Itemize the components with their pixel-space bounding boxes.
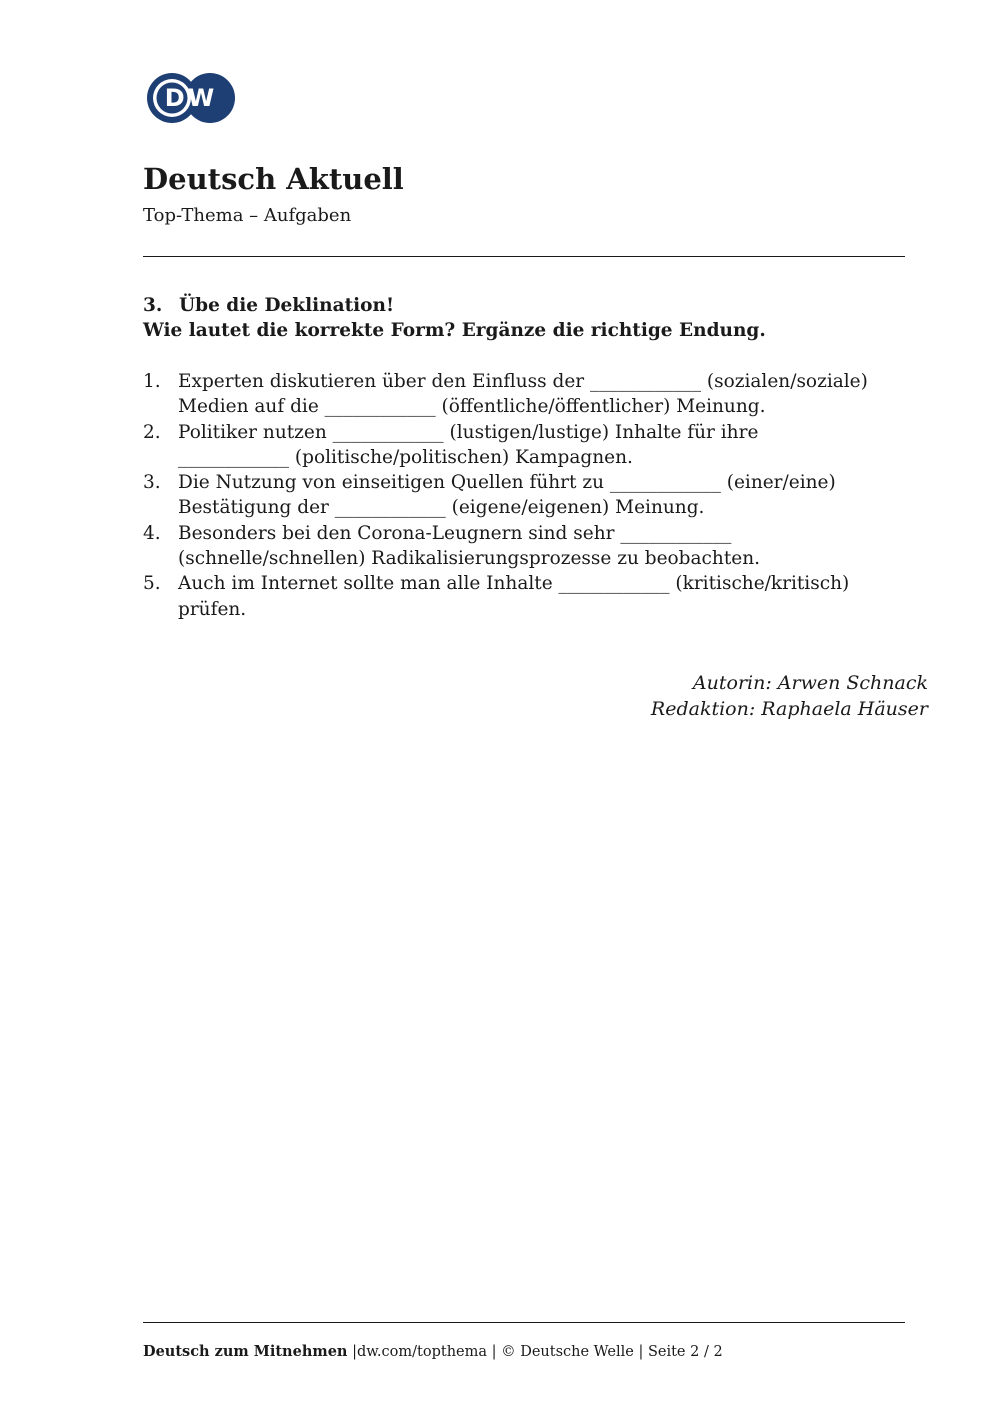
task-instruction: Wie lautet die korrekte Form? Ergänze die richtige Endung.	[143, 320, 766, 341]
item-number: 4.	[143, 522, 161, 544]
exercise-item	[143, 420, 923, 471]
footer-info: |dw.com/topthema | © Deutsche Welle | Seite 2 / 2	[347, 1344, 723, 1360]
item-line: Auch im Internet sollte man alle Inhalte ____________ (kritische/kritisch)	[178, 573, 850, 595]
task-title-line	[143, 293, 766, 318]
exercise-item	[143, 521, 923, 572]
item-number: 2.	[143, 421, 161, 443]
item-line: Medien auf die ____________ (öffentliche/öffentlicher) Meinung.	[178, 396, 766, 418]
exercise-item	[143, 571, 923, 622]
item-line: (schnelle/schnellen) Radikalisierungsprozesse zu beobachten.	[178, 548, 761, 570]
item-number: 1.	[143, 371, 161, 392]
item-line: Bestätigung der ____________ (eigene/eigenen) Meinung.	[178, 497, 705, 519]
credits	[651, 671, 928, 722]
item-number: 5.	[143, 573, 161, 595]
exercise-list	[143, 369, 923, 622]
item-line: prüfen.	[178, 598, 247, 620]
item-number: 3.	[143, 472, 161, 494]
item-line: Die Nutzung von einseitigen Quellen führt zu ____________ (einer/eine)	[178, 472, 836, 494]
editor-credit: Redaktion: Raphaela Häuser	[650, 697, 928, 720]
header-divider	[143, 256, 905, 257]
dw-logo	[146, 72, 238, 124]
exercise-item	[143, 470, 923, 521]
exercise-item	[143, 369, 923, 420]
task-title: Übe die Deklination!	[179, 295, 395, 316]
page-subtitle: Top-Thema – Aufgaben	[143, 205, 352, 226]
item-line: Politiker nutzen ____________ (lustigen/lustige) Inhalte für ihre	[178, 421, 759, 443]
footer-divider	[143, 1322, 905, 1323]
item-line: ____________ (politische/politischen) Kampagnen.	[178, 446, 633, 468]
item-line: Besonders bei den Corona-Leugnern sind sehr ____________	[178, 522, 732, 544]
logo-text: DW	[164, 84, 218, 112]
item-line: Experten diskutieren über den Einfluss der ____________ (sozialen/soziale)	[178, 371, 868, 392]
footer	[143, 1343, 723, 1360]
task-number: 3.	[143, 295, 163, 316]
page-title: Deutsch Aktuell	[143, 162, 404, 196]
task-heading	[143, 293, 766, 343]
author-credit: Autorin: Arwen Schnack	[692, 672, 928, 694]
footer-brand: Deutsch zum Mitnehmen	[143, 1343, 348, 1360]
